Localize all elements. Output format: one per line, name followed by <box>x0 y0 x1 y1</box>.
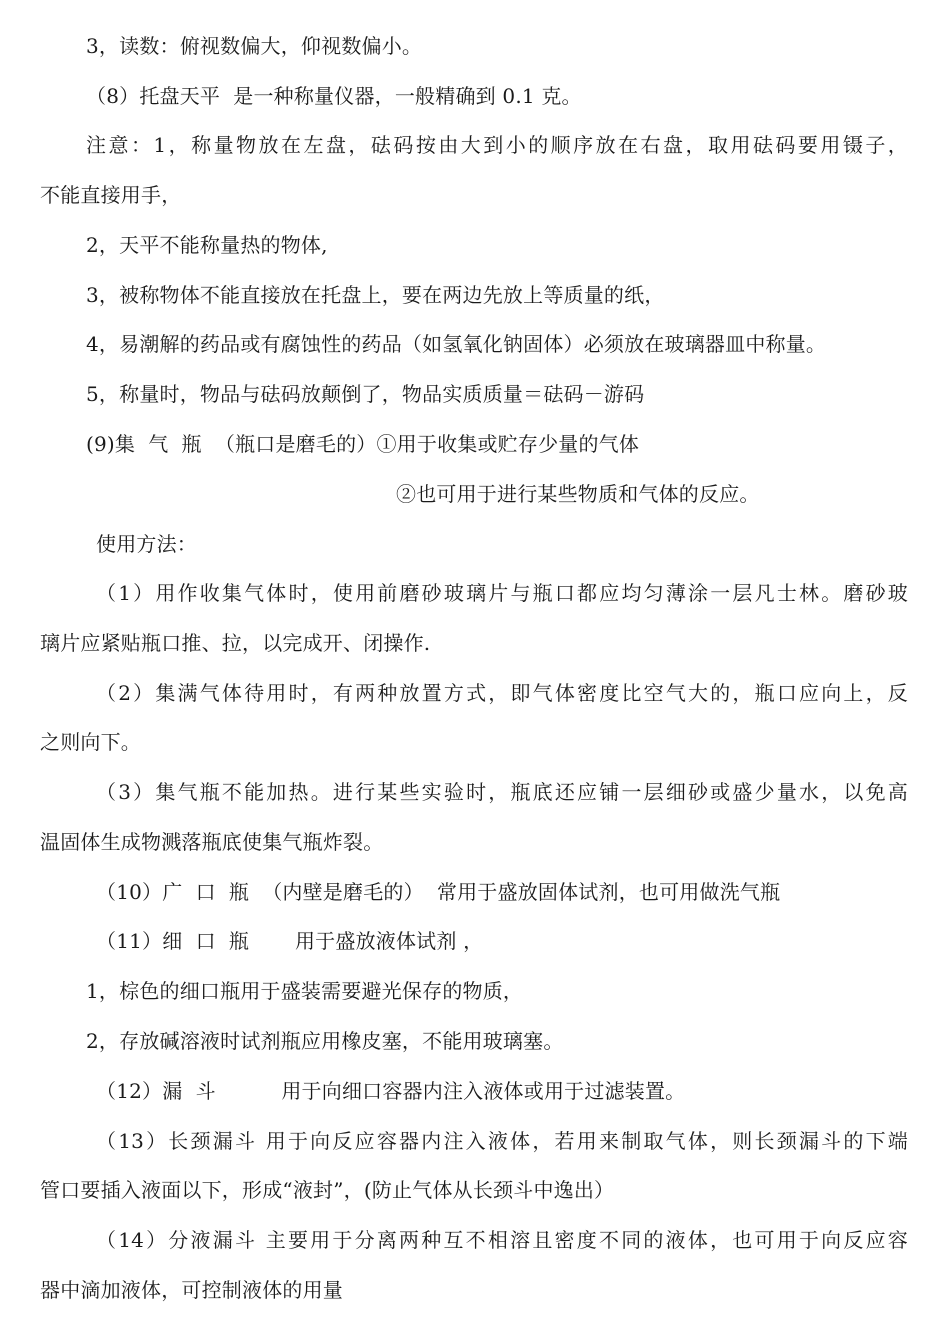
text-line: 温固体生成物溅落瓶底使集气瓶炸裂。 <box>40 830 384 854</box>
text-line: 管口要插入液面以下，形成“液封”，(防止气体从长颈斗中逸出） <box>40 1178 615 1202</box>
text-line: 使用方法： <box>96 532 197 556</box>
text-line: 1，棕色的细口瓶用于盛装需要避光保存的物质， <box>86 979 524 1003</box>
text-line: （8）托盘天平 是一种称量仪器，一般精确到 0.1 克。 <box>86 84 582 108</box>
text-line: 2，存放碱溶液时试剂瓶应用橡皮塞，不能用玻璃塞。 <box>86 1029 564 1053</box>
text-line: 注意：1，称量物放在左盘，砝码按由大到小的顺序放在右盘，取用砝码要用镊子， <box>86 133 908 157</box>
text-line: 之则向下。 <box>40 730 141 754</box>
text-line: （13）长颈漏斗 用于向反应容器内注入液体，若用来制取气体，则长颈漏斗的下端 <box>96 1129 908 1153</box>
text-line: (9)集 气 瓶 （瓶口是磨毛的）①用于收集或贮存少量的气体 <box>86 432 640 456</box>
text-line: 3，被称物体不能直接放在托盘上，要在两边先放上等质量的纸， <box>86 283 665 307</box>
text-line: 5，称量时，物品与砝码放颠倒了，物品实质质量＝砝码－游码 <box>86 382 645 406</box>
text-line: 不能直接用手， <box>40 183 182 207</box>
text-line: 璃片应紧贴瓶口推、拉，以完成开、闭操作. <box>40 631 431 655</box>
text-line: 4，易潮解的药品或有腐蚀性的药品（如氢氧化钠固体）必须放在玻璃器皿中称量。 <box>86 332 827 356</box>
text-line: （2）集满气体待用时，有两种放置方式，即气体密度比空气大的，瓶口应向上，反 <box>96 681 908 705</box>
text-line: （3）集气瓶不能加热。进行某些实验时，瓶底还应铺一层细砂或盛少量水，以免高 <box>96 780 908 804</box>
text-line: ②也可用于进行某些物质和气体的反应。 <box>396 482 760 506</box>
text-line: （14）分液漏斗 主要用于分离两种互不相溶且密度不同的液体，也可用于向反应容 <box>96 1228 908 1252</box>
text-line: 2，天平不能称量热的物体, <box>86 233 328 257</box>
text-line: （12）漏 斗 用于向细口容器内注入液体或用于过滤装置。 <box>96 1079 686 1103</box>
text-line: （10）广 口 瓶 （内壁是磨毛的） 常用于盛放固体试剂，也可用做洗气瓶 <box>96 880 781 904</box>
text-line: 3，读数：俯视数偏大，仰视数偏小。 <box>86 34 423 58</box>
text-line: 器中滴加液体，可控制液体的用量 <box>40 1278 343 1302</box>
text-line: （1）用作收集气体时，使用前磨砂玻璃片与瓶口都应均匀薄涂一层凡士林。磨砂玻 <box>96 581 908 605</box>
text-line: （11）细 口 瓶 用于盛放液体试剂 ， <box>96 929 484 953</box>
